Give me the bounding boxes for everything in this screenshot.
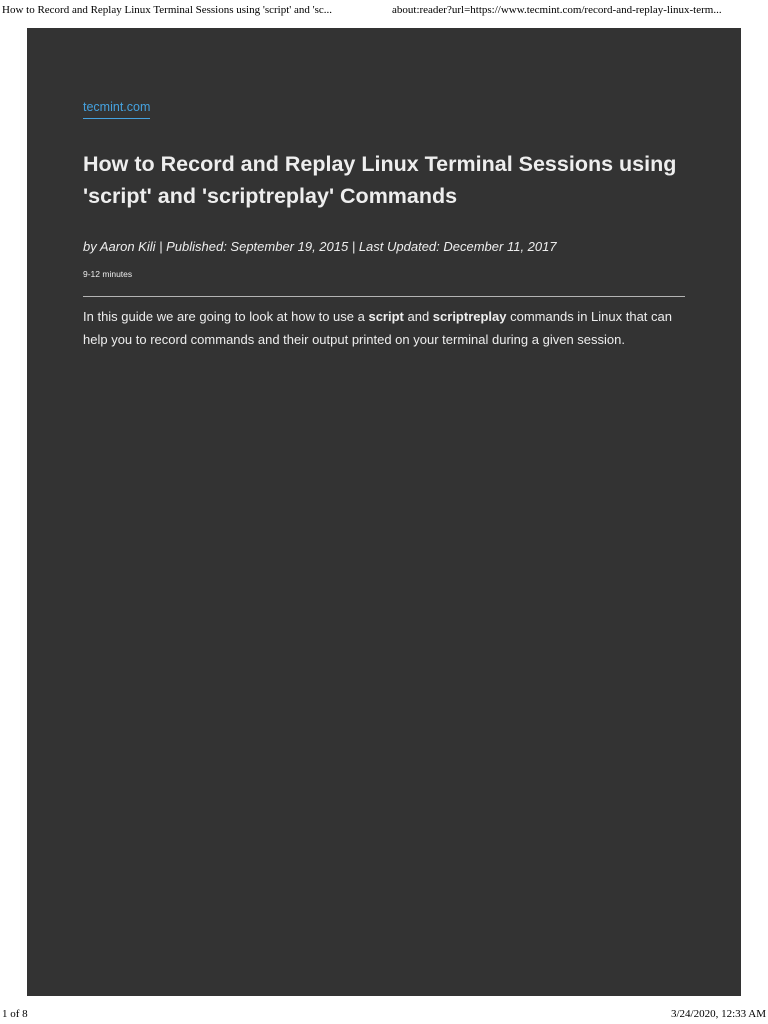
print-page-title: How to Record and Replay Linux Terminal Sessions using 'script' and 'sc... [2,4,333,16]
paragraph-text: commands in Linux that can help you to record commands and their output printed on your terminal during a given session. [83,309,672,347]
paragraph-text: In this guide we are going to look at how to use a [83,309,369,324]
article-paragraph [83,306,683,351]
print-footer [0,1008,768,1024]
reading-time: 9-12 minutes [83,269,133,279]
print-timestamp: 3/24/2020, 12:33 AM [670,1008,766,1020]
page-count: 1 of 8 [2,1008,28,1020]
print-page-url: about:reader?url=https://www.tecmint.com/record-and-replay-linux-term... [392,4,722,16]
site-domain-link[interactable]: tecmint.com [83,100,150,119]
paragraph-text: and [403,309,433,324]
print-header [0,0,768,20]
reader-view [27,28,741,996]
paragraph-command-scriptreplay: scriptreplay [432,309,507,324]
paragraph-command-script: script [368,309,404,324]
article-title: How to Record and Replay Linux Terminal Sessions using 'script' and 'scriptreplay' Commands [83,152,677,208]
header-divider [83,296,685,297]
article-byline: by Aaron Kili | Published: September 19, 2015 | Last Updated: December 11, 2017 [83,239,557,254]
